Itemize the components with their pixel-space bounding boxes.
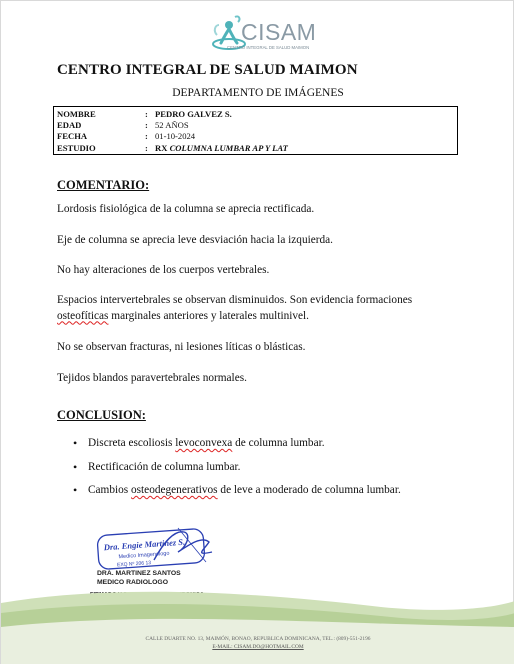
patient-info-box <box>53 106 458 155</box>
comentario-paragraph-6: Tejidos blandos paravertebrales normales. <box>57 372 247 384</box>
comentario-paragraph-1: Lordosis fisiológica de la columna se aprecia rectificada. <box>57 203 315 215</box>
info-separator: : <box>145 142 148 153</box>
stamp-name: Dra. Engie Martinez S. <box>103 536 186 553</box>
conclusion-item-2: • Rectificación de columna lumbar. <box>73 456 413 480</box>
patient-age: 52 AÑOS <box>155 120 189 131</box>
logo-tagline: CENTRO INTEGRAL DE SALUD MAIMON <box>227 45 310 50</box>
footer-address: CALLE DUARTE NO. 13, MAIMÓN, BONAO, REPUBLICA DOMINICANA, TEL.: (809)-551-2196 <box>145 636 371 642</box>
study-name: COLUMNA LUMBAR AP Y LAT <box>169 142 288 153</box>
info-separator: : <box>145 109 148 119</box>
conclusion-title: CONCLUSION: <box>57 408 146 422</box>
ci1-spellcheck-word: levoconvexa <box>175 437 233 449</box>
p4-spellcheck-word: osteofíticas <box>57 309 109 322</box>
comentario-paragraph-3: No hay alteraciones de los cuerpos vertebrales. <box>57 264 270 276</box>
info-row-date <box>57 131 453 142</box>
ci1-c: de columna lumbar. <box>232 437 325 449</box>
info-label: EDAD <box>57 120 82 131</box>
stamp-role: Medico Imagenologo <box>118 550 170 561</box>
report-date: 01-10-2024 <box>155 131 196 142</box>
signature-stamp <box>94 522 219 572</box>
stamp-exq: EXQ Nº 206 13 <box>116 560 152 569</box>
info-separator: : <box>145 120 148 131</box>
department-title: DEPARTAMENTO DE IMÁGENES <box>172 87 344 99</box>
doctor-title: MEDICO RADIOLOGO <box>97 579 168 586</box>
info-label: FECHA <box>57 131 88 142</box>
logo-name: CISAM <box>241 19 317 45</box>
org-title: CENTRO INTEGRAL DE SALUD MAIMON <box>57 62 358 78</box>
p4-text-a: Espacios intervertebrales se observan disminuidos. Son evidencia formaciones <box>57 294 413 306</box>
doctor-name: DRA. MARTINEZ SANTOS <box>97 570 181 577</box>
ci1-a: Discreta escoliosis <box>88 437 176 449</box>
comentario-title: COMENTARIO: <box>57 178 150 192</box>
comentario-paragraph-4 <box>57 293 457 324</box>
patient-name: PEDRO GALVEZ S. <box>155 109 232 119</box>
p4-text-c: marginales anteriores y laterales multinivel. <box>108 309 310 322</box>
ci3-a: Cambios <box>88 484 131 496</box>
study-value <box>155 143 288 154</box>
footer-wave-decoration <box>1 583 514 664</box>
cisam-logo <box>207 11 327 55</box>
ci3-c: de leve a moderado de columna lumbar. <box>217 484 401 496</box>
conclusion-item-3 <box>73 479 413 503</box>
ci3-spellcheck-word: osteodegenerativos <box>131 484 218 496</box>
info-row-age <box>57 120 453 131</box>
footer-email[interactable]: E-MAIL: CISAM.DO@HOTMAIL.COM <box>212 644 304 650</box>
info-row-name <box>57 109 453 120</box>
info-separator: : <box>145 131 148 142</box>
conclusion-item-1 <box>73 432 413 456</box>
conclusion-list <box>73 432 413 503</box>
study-prefix: RX <box>155 142 168 153</box>
comentario-paragraph-5: No se observan fracturas, ni lesiones líticas o blásticas. <box>57 341 306 353</box>
comentario-paragraph-2: Eje de columna se aprecia leve desviación hacia la izquierda. <box>57 234 334 246</box>
info-row-study <box>57 143 453 154</box>
info-label: ESTUDIO <box>57 142 96 153</box>
info-label: NOMBRE <box>57 109 96 119</box>
